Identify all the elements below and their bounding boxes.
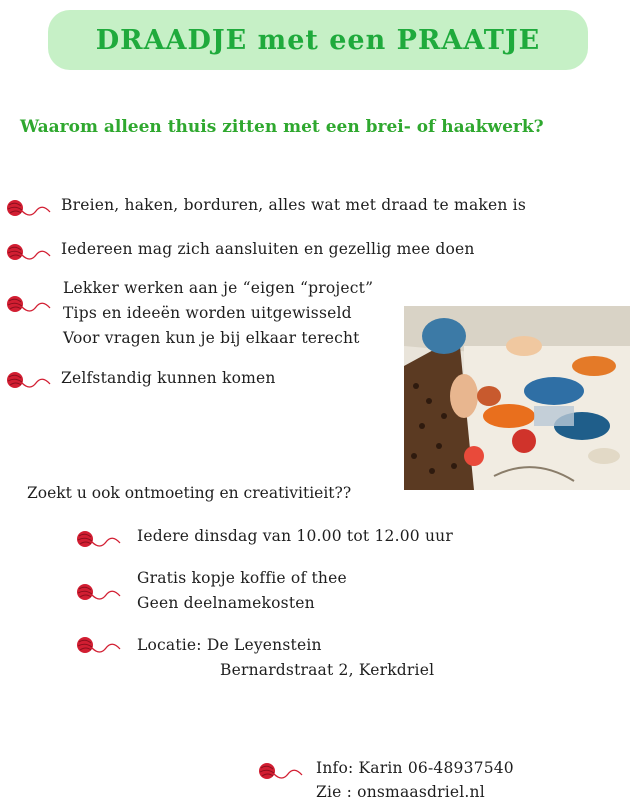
detail-location: Locatie: De Leyenstein bbox=[137, 636, 322, 654]
detail-address: Bernardstraat 2, Kerkdriel bbox=[220, 661, 435, 679]
yarn-ball-icon bbox=[6, 293, 52, 315]
detail-time: Iedere dinsdag van 10.00 tot 12.00 uur bbox=[137, 527, 453, 545]
bullet-tips: Tips en ideeën worden uitgewisseld bbox=[63, 304, 352, 322]
page-title: DRAADJE met een PRAATJE bbox=[95, 24, 541, 56]
yarn-ball-icon bbox=[6, 369, 52, 391]
bullet-join: Iedereen mag zich aansluiten en gezellig mee doen bbox=[61, 240, 475, 258]
info-contact: Info: Karin 06-48937540 bbox=[316, 759, 514, 777]
yarn-ball-icon bbox=[76, 581, 122, 603]
yarn-ball-icon bbox=[76, 528, 122, 550]
bullet-independent: Zelfstandig kunnen komen bbox=[61, 369, 276, 387]
yarn-ball-icon bbox=[6, 241, 52, 263]
detail-free-coffee: Gratis kopje koffie of thee bbox=[137, 569, 347, 587]
yarn-ball-icon bbox=[258, 760, 304, 782]
detail-no-costs: Geen deelnamekosten bbox=[137, 594, 315, 612]
title-banner bbox=[48, 10, 588, 70]
question-heading: Zoekt u ook ontmoeting en creativitieit?? bbox=[27, 484, 352, 502]
info-website: Zie : onsmaasdriel.nl bbox=[316, 783, 485, 801]
subtitle: Waarom alleen thuis zitten met een brei- of haakwerk? bbox=[20, 117, 544, 137]
yarn-ball-icon bbox=[6, 197, 52, 219]
yarn-ball-icon bbox=[76, 634, 122, 656]
bullet-own-project: Lekker werken aan je “eigen “project” bbox=[63, 279, 374, 297]
bullet-crafts: Breien, haken, borduren, alles wat met draad te maken is bbox=[61, 196, 526, 214]
crochet-group-photo bbox=[404, 306, 630, 490]
bullet-questions: Voor vragen kun je bij elkaar terecht bbox=[63, 329, 360, 347]
